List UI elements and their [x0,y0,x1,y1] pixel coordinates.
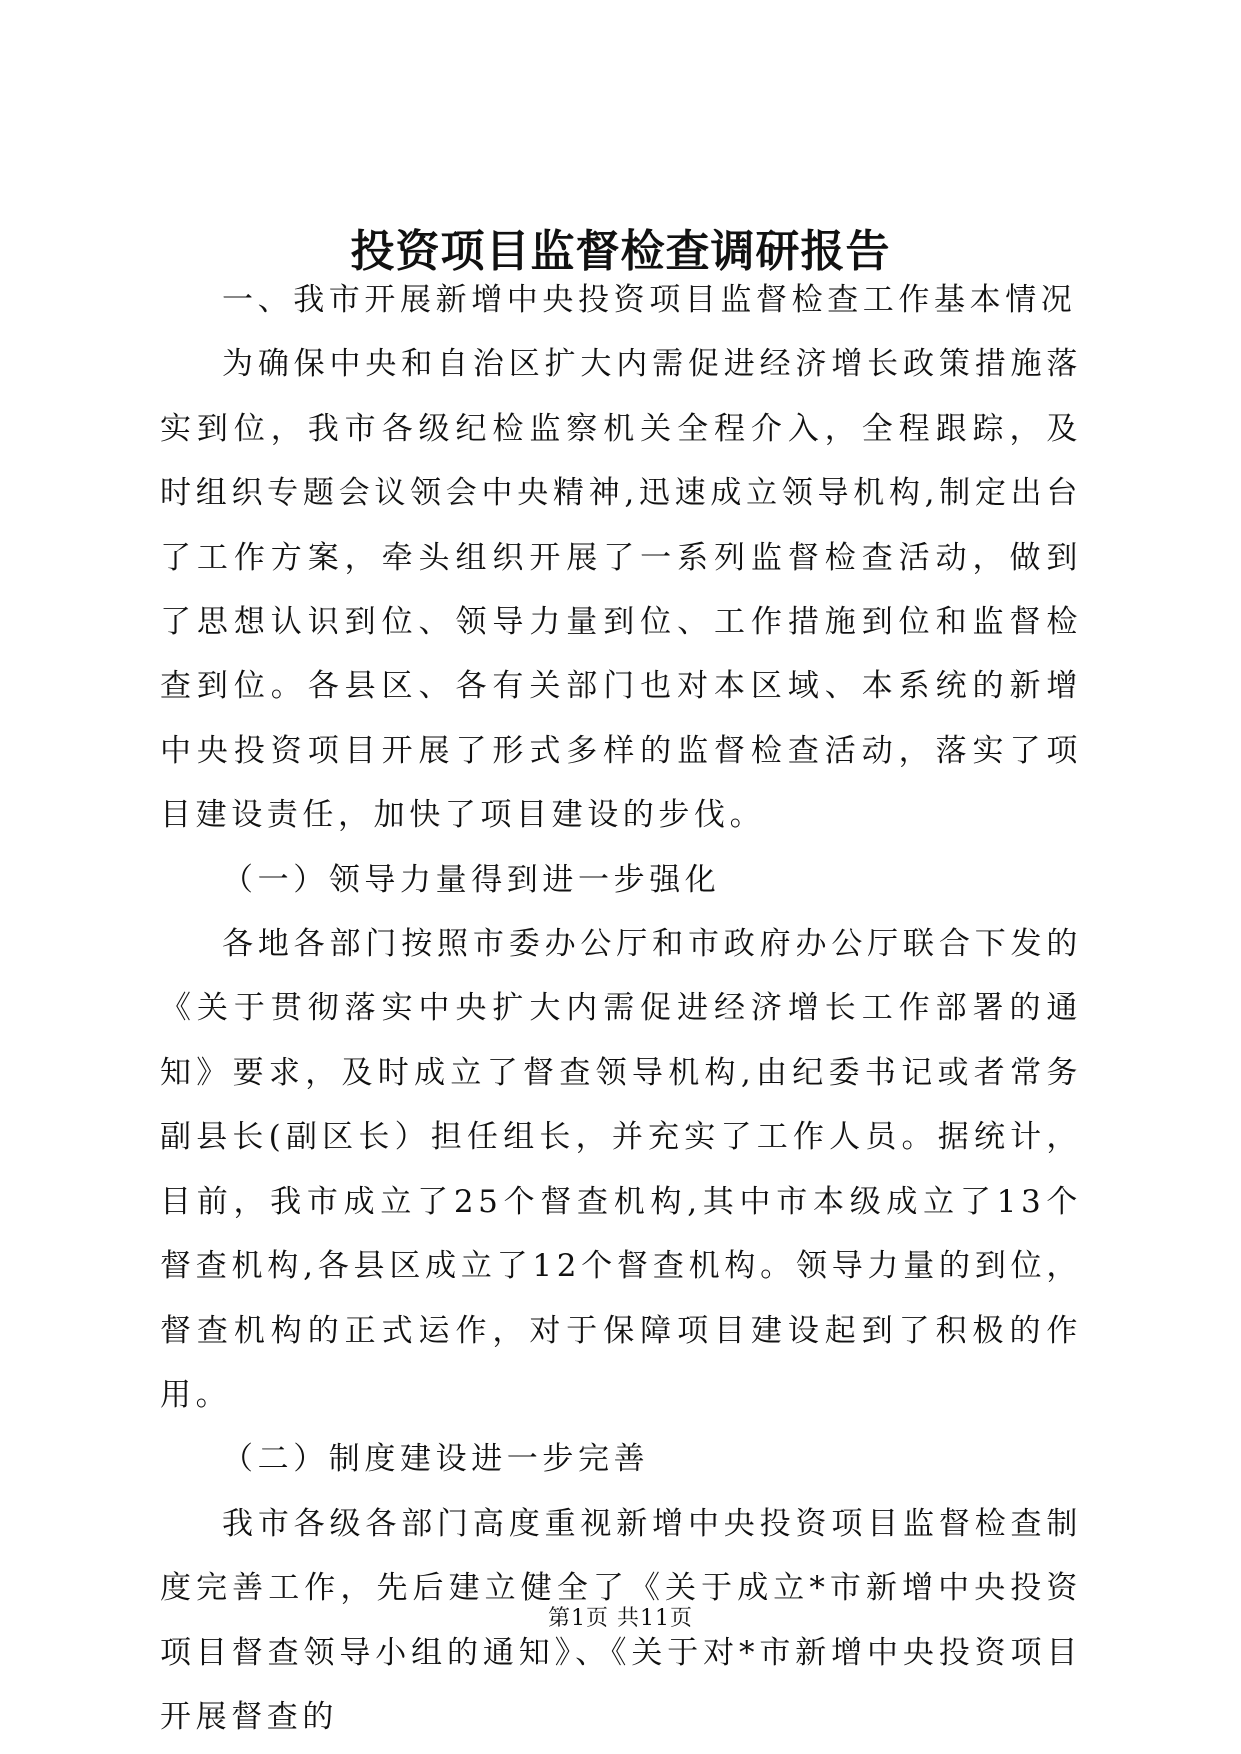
subsection-heading-2: （二）制度建设进一步完善 [222,1441,650,1478]
page-footer: 第1页 共11页 [548,1606,693,1631]
document-body [160,268,1082,1749]
paragraph-3: 我市各级各部门高度重视新增中央投资项目监督检查制度完善工作，先后建立健全了《关于成立*市新增中央投资项目督查领导小组的通知》、《关于对*市新增中央投资项目开展督查的 [160,1505,1082,1735]
paragraph-1: 为确保中央和自治区扩大内需促进经济增长政策措施落实到位，我市各级纪检监察机关全程介入，全程跟踪，及时组织专题会议领会中央精神,迅速成立领导机构,制定出台了工作方案，牵头组织开展了一系列监督检查活动，做到了思想认识到位、领导力量到位、工作措施到位和监督检查到位。各县区、各有关部门也对本区域、本系统的新增中央投资项目开展了形式多样的监督检查活动，落实了项目建设责任，加快了项目建设的步伐。 [160,346,1082,834]
document-title: 投资项目监督检查调研报告 [350,226,891,277]
section-heading-1: 一、我市开展新增中央投资项目监督检查工作基本情况 [222,282,1077,318]
paragraph-2: 各地各部门按照市委办公厅和市政府办公厅联合下发的《关于贯彻落实中央扩大内需促进经济增长工作部署的通知》要求，及时成立了督查领导机构,由纪委书记或者常务副县长(副区长）担任组长，并充实了工作人员。据统计，目前，我市成立了25个督查机构,其中市本级成立了13个督查机构,各县区成立了12个督查机构。领导力量的到位，督查机构的正式运作，对于保障项目建设起到了积极的作用。 [160,926,1082,1413]
subsection-heading-1: （一）领导力量得到进一步强化 [222,861,721,898]
